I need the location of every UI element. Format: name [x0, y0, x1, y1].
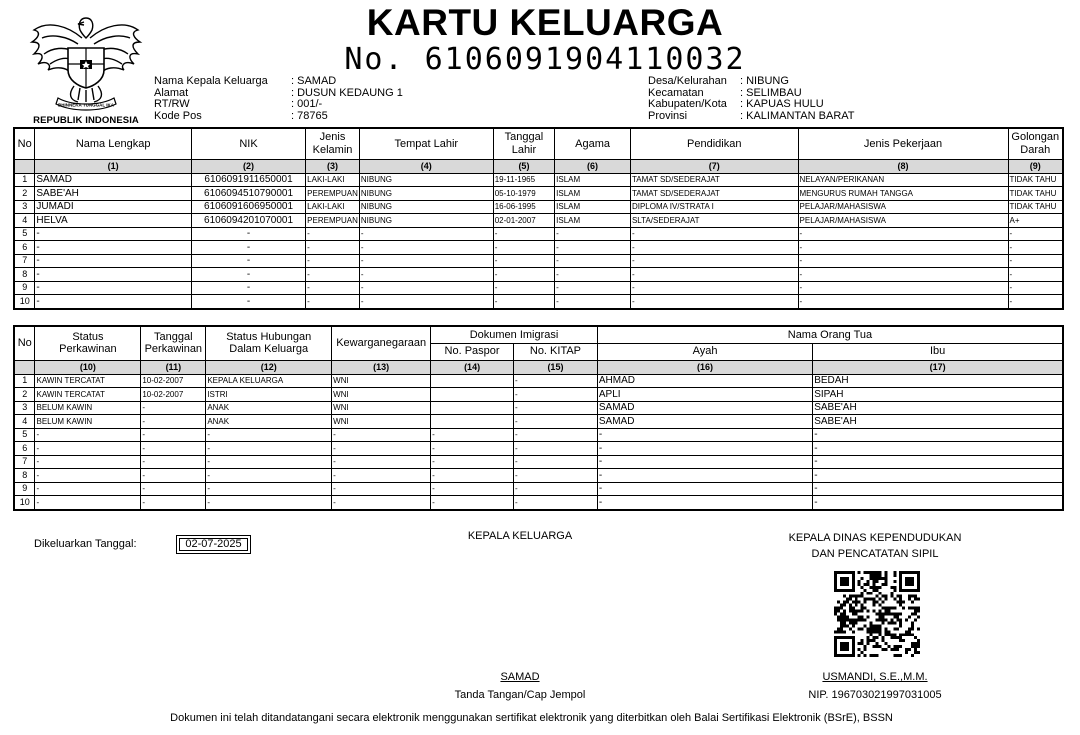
table-cell: WNI [332, 388, 431, 402]
table-cell: PELAJAR/MAHASISWA [798, 214, 1008, 228]
table-cell [431, 401, 514, 415]
table-cell: - [555, 281, 631, 295]
table-cell: - [35, 428, 141, 442]
table-cell: WNI [332, 415, 431, 429]
col-header-golongan-darah [1008, 128, 1063, 159]
table-row [14, 187, 1063, 201]
family-members-table [13, 127, 1064, 310]
table-cell: - [191, 281, 305, 295]
row-number: 6 [14, 442, 35, 456]
row-number: 1 [14, 173, 35, 187]
table-cell: 6106094510790001 [191, 187, 305, 201]
col-header-kewarganegaraan: Kewarganegaraan [332, 326, 431, 360]
table-cell: - [206, 455, 332, 469]
header-line: Status [72, 330, 104, 343]
table-cell: - [431, 469, 514, 483]
table-cell: NIBUNG [359, 173, 493, 187]
table-cell: - [798, 241, 1008, 255]
family-status-table [13, 325, 1064, 511]
table-cell: 6106091911650001 [191, 173, 305, 187]
document-title: KARTU KELUARGA [366, 2, 724, 43]
row-number: 8 [14, 469, 35, 483]
header-left [154, 76, 403, 122]
table-cell: - [813, 455, 1063, 469]
table-cell: - [431, 428, 514, 442]
table-cell: KAWIN TERCATAT [35, 374, 141, 388]
table-cell: - [514, 482, 598, 496]
table-cell: - [332, 469, 431, 483]
table-cell: - [630, 227, 798, 241]
table-cell: SABE'AH [813, 401, 1063, 415]
table-cell: APLI [597, 388, 812, 402]
header-line: Perkawinan [59, 343, 117, 356]
table-cell: WNI [332, 374, 431, 388]
table-cell: - [597, 442, 812, 456]
table-cell: DIPLOMA IV/STRATA I [630, 200, 798, 214]
table-cell: - [191, 295, 305, 309]
table-cell: ANAK [206, 415, 332, 429]
col-header-tempat-lahir: Tempat Lahir [359, 128, 493, 159]
table-cell: - [206, 482, 332, 496]
table-cell: - [431, 482, 514, 496]
table-row [14, 428, 1063, 442]
col-header-tanggal-perkawinan [141, 326, 206, 360]
table-cell: - [798, 281, 1008, 295]
table-cell: BELUM KAWIN [35, 401, 141, 415]
table-cell: - [306, 281, 360, 295]
table-cell: - [514, 415, 598, 429]
col-header-paspor: No. Paspor [431, 343, 514, 360]
table-cell: - [141, 415, 206, 429]
table-cell: - [35, 254, 192, 268]
table-cell: HELVA [35, 214, 192, 228]
table-cell: - [141, 455, 206, 469]
table-cell: - [206, 469, 332, 483]
col-number: (10) [35, 360, 141, 374]
col-header-nama: Nama Lengkap [35, 128, 192, 159]
table-cell [431, 374, 514, 388]
table-cell: 02-01-2007 [493, 214, 554, 228]
header-value: : NIBUNG [740, 75, 789, 87]
table-cell: - [514, 401, 598, 415]
head-of-family-name: SAMAD [500, 671, 540, 683]
header-label: RT/RW [154, 98, 190, 110]
table-cell: - [332, 482, 431, 496]
header-line: Dalam Keluarga [229, 343, 309, 356]
table-cell: - [206, 496, 332, 510]
col-header-nama-orang-tua: Nama Orang Tua [597, 326, 1063, 343]
row-number: 5 [14, 428, 35, 442]
table-cell: - [630, 254, 798, 268]
table-cell: BEDAH [813, 374, 1063, 388]
table-cell: TIDAK TAHU [1008, 187, 1063, 201]
table-cell: NIBUNG [359, 214, 493, 228]
col-number: (6) [555, 159, 631, 173]
table-cell: - [431, 455, 514, 469]
dinas-official-name: USMANDI, S.E.,M.M. [822, 671, 928, 683]
col-number-blank [14, 159, 35, 173]
table-row [14, 374, 1063, 388]
table-cell: - [141, 442, 206, 456]
dinas-title [770, 530, 980, 562]
table-cell: SABE'AH [35, 187, 192, 201]
table-cell: - [798, 295, 1008, 309]
col-number: (9) [1008, 159, 1063, 173]
header-line: Darah [1020, 143, 1051, 156]
header-label: Kecamatan [648, 86, 704, 99]
table-cell: - [359, 241, 493, 255]
table-row [14, 455, 1063, 469]
col-number: (17) [813, 360, 1063, 374]
table-cell: - [206, 442, 332, 456]
table-cell: - [431, 442, 514, 456]
header-value: : SELIMBAU [740, 86, 802, 99]
table-cell: - [813, 482, 1063, 496]
table-cell: - [306, 254, 360, 268]
table-cell: - [493, 241, 554, 255]
col-header-pekerjaan: Jenis Pekerjaan [798, 128, 1008, 159]
head-of-family-title: KEPALA KELUARGA [467, 530, 573, 542]
table-row [14, 442, 1063, 456]
header-line: Golongan [1011, 131, 1060, 144]
col-header-ayah: Ayah [597, 343, 812, 360]
table-cell: ISLAM [555, 187, 631, 201]
table-cell: SIPAH [813, 388, 1063, 402]
table-cell: - [35, 469, 141, 483]
row-number: 7 [14, 455, 35, 469]
table-cell: - [514, 442, 598, 456]
row-number: 4 [14, 415, 35, 429]
table-cell: WNI [332, 401, 431, 415]
table-cell: - [1008, 268, 1063, 282]
col-number: (3) [306, 159, 360, 173]
header-line: Tanggal [504, 131, 544, 144]
table-cell: - [630, 241, 798, 255]
document-number: No. 6106091904110032 [344, 42, 746, 77]
table-cell: - [493, 295, 554, 309]
header-label: Kode Pos [154, 109, 202, 122]
col-number-blank [14, 360, 35, 374]
table-cell: - [630, 268, 798, 282]
table-cell: KAWIN TERCATAT [35, 388, 141, 402]
table-cell: LAKI-LAKI [306, 200, 360, 214]
table-cell: AHMAD [597, 374, 812, 388]
table-cell: - [493, 268, 554, 282]
table-cell: 10-02-2007 [141, 388, 206, 402]
row-number: 6 [14, 241, 35, 255]
table-cell: - [191, 241, 305, 255]
col-header-ibu: Ibu [813, 343, 1063, 360]
table-cell: SAMAD [597, 401, 812, 415]
table-cell: - [555, 227, 631, 241]
header-value: : DUSUN KEDAUNG 1 [291, 86, 403, 99]
table-cell: - [813, 428, 1063, 442]
table-cell: - [493, 254, 554, 268]
table-row [14, 173, 1063, 187]
table-cell: NIBUNG [359, 200, 493, 214]
header-value: : SAMAD [291, 75, 337, 87]
table-cell: A+ [1008, 214, 1063, 228]
table-cell: - [813, 469, 1063, 483]
table-cell: - [630, 281, 798, 295]
row-number: 1 [14, 374, 35, 388]
col-header-status-perkawinan [35, 326, 141, 360]
header-value: : 001/- [291, 98, 323, 110]
table-cell: 19-11-1965 [493, 173, 554, 187]
header-label: Alamat [154, 86, 189, 99]
row-number: 3 [14, 401, 35, 415]
table-cell: - [35, 268, 192, 282]
col-number: (1) [35, 159, 192, 173]
table-cell: - [35, 281, 192, 295]
table-cell: TAMAT SD/SEDERAJAT [630, 187, 798, 201]
table-row [14, 268, 1063, 282]
table-cell [431, 415, 514, 429]
col-header-pendidikan: Pendidikan [630, 128, 798, 159]
signature-caption: Tanda Tangan/Cap Jempol [454, 689, 586, 701]
col-number: (16) [597, 360, 812, 374]
table-cell: - [555, 241, 631, 255]
table-cell: - [206, 428, 332, 442]
issued-date-value: 02-07-2025 [176, 535, 251, 554]
col-header-kitap: No. KITAP [514, 343, 598, 360]
table-cell: PEREMPUAN [306, 214, 360, 228]
table-cell: - [35, 227, 192, 241]
table-row [14, 227, 1063, 241]
table-cell: - [555, 268, 631, 282]
table-cell: - [514, 428, 598, 442]
table-row [14, 241, 1063, 255]
table-row [14, 254, 1063, 268]
table-cell: - [493, 281, 554, 295]
table-row [14, 295, 1063, 309]
emblem-caption: REPUBLIK INDONESIA [33, 115, 139, 126]
table-cell: - [597, 469, 812, 483]
table-cell: 6106091606950001 [191, 200, 305, 214]
table-cell: NIBUNG [359, 187, 493, 201]
header-value: : KALIMANTAN BARAT [740, 109, 855, 122]
table-cell: ANAK [206, 401, 332, 415]
table-cell: MENGURUS RUMAH TANGGA [798, 187, 1008, 201]
col-header-status-hubungan [206, 326, 332, 360]
table-cell: - [306, 268, 360, 282]
table-cell: LAKI-LAKI [306, 173, 360, 187]
table-cell: PEREMPUAN [306, 187, 360, 201]
table-cell: - [35, 295, 192, 309]
table-cell: - [35, 482, 141, 496]
table-cell: - [1008, 295, 1063, 309]
table-cell: - [555, 295, 631, 309]
table-cell: - [191, 227, 305, 241]
col-header-agama: Agama [555, 128, 631, 159]
table-cell: - [514, 469, 598, 483]
header-label: Provinsi [648, 109, 688, 122]
garuda-emblem [28, 8, 144, 114]
table-cell: ISTRI [206, 388, 332, 402]
header-label: Nama Kepala Keluarga [154, 75, 268, 87]
table-cell: ISLAM [555, 173, 631, 187]
table-cell: BELUM KAWIN [35, 415, 141, 429]
table-cell: - [1008, 241, 1063, 255]
issued-date-label: Dikeluarkan Tanggal: [34, 538, 137, 550]
table-cell: PELAJAR/MAHASISWA [798, 200, 1008, 214]
col-header-dokumen-imigrasi: Dokumen Imigrasi [431, 326, 598, 343]
table-cell: - [35, 442, 141, 456]
table-cell: 10-02-2007 [141, 374, 206, 388]
header-line: Kelamin [312, 143, 353, 156]
col-number: (7) [630, 159, 798, 173]
table-cell: - [332, 428, 431, 442]
table-cell: - [359, 281, 493, 295]
row-number: 3 [14, 200, 35, 214]
col-header-no: No [14, 326, 35, 360]
col-number: (5) [493, 159, 554, 173]
table-cell: - [359, 295, 493, 309]
table-row [14, 482, 1063, 496]
col-header-no: No [14, 128, 35, 159]
table-cell: - [813, 496, 1063, 510]
table-cell: - [306, 241, 360, 255]
header-label: Desa/Kelurahan [648, 75, 727, 87]
table-cell [431, 388, 514, 402]
table-cell: - [514, 388, 598, 402]
col-number: (15) [514, 360, 598, 374]
col-number: (13) [332, 360, 431, 374]
footer-note: Dokumen ini telah ditandatangani secara elektronik menggunakan sertifikat elektronik yang diterbitkan oleh Balai Sertifikasi Elektronik (BSrE), BSSN [170, 712, 893, 724]
table-cell: - [514, 374, 598, 388]
table-cell: - [191, 268, 305, 282]
dinas-official-nip: NIP. 196703021997031005 [808, 689, 942, 701]
table-cell: ISLAM [555, 200, 631, 214]
table-cell: - [493, 227, 554, 241]
table-cell: - [514, 496, 598, 510]
table-cell: TIDAK TAHU [1008, 173, 1063, 187]
dinas-title-line: KEPALA DINAS KEPENDUDUKAN [788, 532, 962, 544]
qr-code-icon [834, 571, 920, 657]
col-number: (2) [191, 159, 305, 173]
header-value: : 78765 [291, 109, 328, 122]
table-row [14, 496, 1063, 510]
col-header-jenis-kelamin [306, 128, 360, 159]
table-cell: JUMADI [35, 200, 192, 214]
table-cell: - [141, 496, 206, 510]
table-cell: - [431, 496, 514, 510]
table-cell: - [798, 254, 1008, 268]
col-header-nik: NIK [191, 128, 305, 159]
table-cell: - [359, 268, 493, 282]
header-label: Kabupaten/Kota [648, 98, 727, 110]
table-cell: 05-10-1979 [493, 187, 554, 201]
table-cell: - [332, 455, 431, 469]
table-row [14, 200, 1063, 214]
header-line: Lahir [511, 143, 537, 156]
table-cell: - [191, 254, 305, 268]
table-cell: 6106094201070001 [191, 214, 305, 228]
table-cell: - [597, 496, 812, 510]
table-cell: - [141, 469, 206, 483]
table-cell: - [597, 428, 812, 442]
header-value: : KAPUAS HULU [740, 98, 824, 110]
table-cell: - [1008, 281, 1063, 295]
table-cell: - [306, 227, 360, 241]
header-line: Perkawinan [144, 343, 203, 356]
col-header-tanggal-lahir [493, 128, 554, 159]
table-cell: 16-06-1995 [493, 200, 554, 214]
header-right [648, 76, 855, 122]
table-cell: - [597, 455, 812, 469]
header-line: Jenis [319, 131, 346, 144]
table-row [14, 281, 1063, 295]
row-number: 9 [14, 482, 35, 496]
table-cell: - [1008, 254, 1063, 268]
table-cell: KEPALA KELUARGA [206, 374, 332, 388]
table-cell: - [813, 442, 1063, 456]
table-cell: - [798, 268, 1008, 282]
table-cell: - [141, 428, 206, 442]
table-cell: TAMAT SD/SEDERAJAT [630, 173, 798, 187]
row-number: 8 [14, 268, 35, 282]
table-cell: - [332, 496, 431, 510]
table-cell: - [35, 241, 192, 255]
table-cell: - [630, 295, 798, 309]
table-cell: - [597, 482, 812, 496]
table-cell: - [798, 227, 1008, 241]
table-cell: NELAYAN/PERIKANAN [798, 173, 1008, 187]
table-cell: - [141, 401, 206, 415]
col-number: (14) [431, 360, 514, 374]
table-row [14, 469, 1063, 483]
table-cell: SLTA/SEDERAJAT [630, 214, 798, 228]
table-row [14, 214, 1063, 228]
row-number: 10 [14, 295, 35, 309]
table-row [14, 401, 1063, 415]
row-number: 10 [14, 496, 35, 510]
table-cell: - [359, 254, 493, 268]
table-cell: - [35, 496, 141, 510]
table-cell: - [1008, 227, 1063, 241]
table-cell: SAMAD [597, 415, 812, 429]
row-number: 4 [14, 214, 35, 228]
col-number: (11) [141, 360, 206, 374]
row-number: 9 [14, 281, 35, 295]
table-row [14, 388, 1063, 402]
table-cell: - [306, 295, 360, 309]
table-cell: SABE'AH [813, 415, 1063, 429]
table-row [14, 415, 1063, 429]
table-cell: - [514, 455, 598, 469]
table-cell: SAMAD [35, 173, 192, 187]
col-number: (12) [206, 360, 332, 374]
table-cell: ISLAM [555, 214, 631, 228]
col-number: (8) [798, 159, 1008, 173]
header-line: Status Hubungan [226, 330, 312, 343]
table-cell: - [35, 455, 141, 469]
dinas-title-line: DAN PENCATATAN SIPIL [811, 548, 939, 560]
table-cell: - [555, 254, 631, 268]
col-number: (4) [359, 159, 493, 173]
table-cell: - [359, 227, 493, 241]
row-number: 7 [14, 254, 35, 268]
header-line: Tanggal [154, 330, 193, 343]
row-number: 2 [14, 388, 35, 402]
row-number: 5 [14, 227, 35, 241]
emblem-motto: BHINNEKA TUNGGAL IKA [58, 102, 114, 108]
row-number: 2 [14, 187, 35, 201]
table-cell: - [141, 482, 206, 496]
table-cell: TIDAK TAHU [1008, 200, 1063, 214]
table-cell: - [332, 442, 431, 456]
